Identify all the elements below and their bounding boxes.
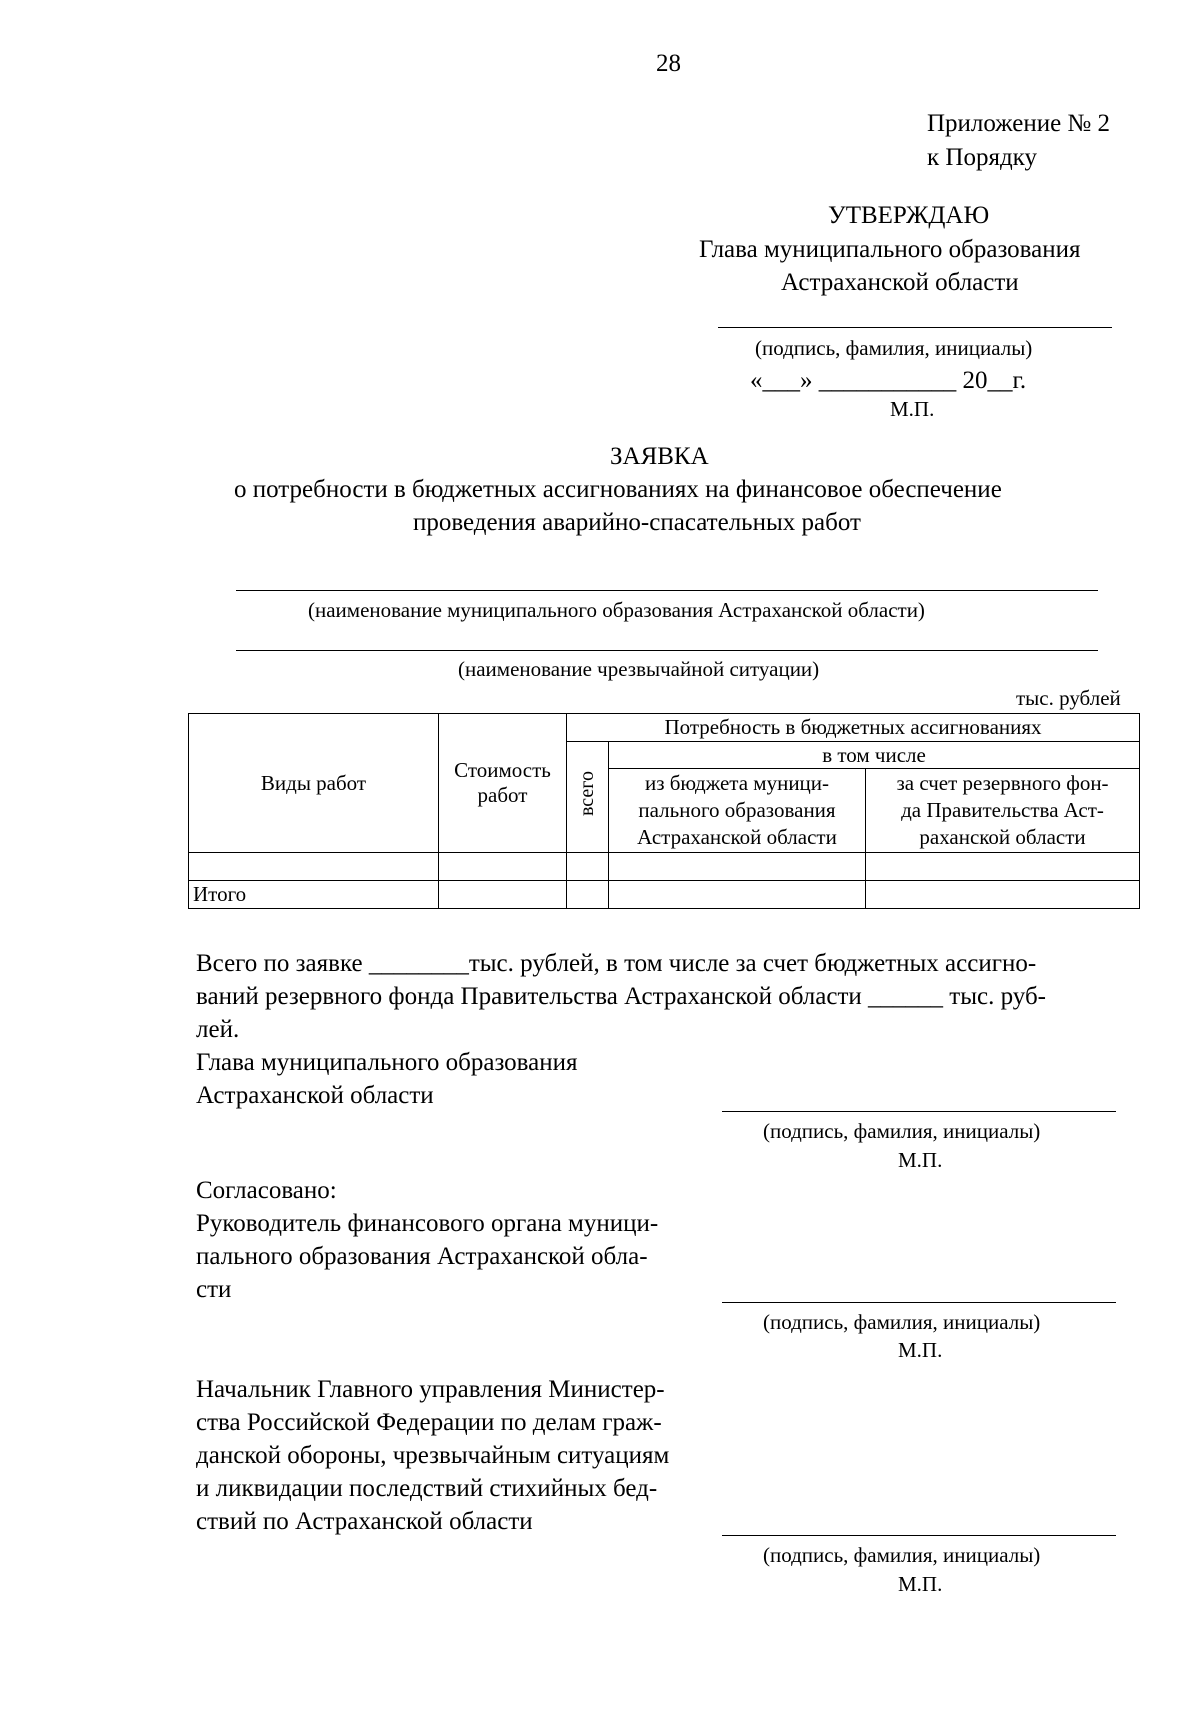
mchs-signature-line[interactable] [722,1535,1116,1536]
finance-stamp: М.П. [898,1338,943,1362]
table-row [189,853,1140,881]
header-local-budget: из бюджета муници- пального образования Астраханской области [609,769,866,853]
approval-signature-caption: (подпись, фамилия, инициалы) [755,336,1033,360]
mchs-position-line3: данской обороны, чрезвычайным ситуациям [196,1442,670,1469]
approval-date-line: «___» ___________ 20__г. [750,367,1027,394]
finance-position-line1: Руководитель финансового органа муници- [196,1210,659,1237]
table-total-row [189,881,1140,909]
approval-stamp: М.П. [890,397,935,421]
mchs-stamp: М.П. [898,1572,943,1596]
page-number: 28 [656,50,681,77]
municipality-field-caption: (наименование муниципального образования Астраханской области) [308,598,925,622]
mchs-position-line4: и ликвидации последствий стихийных бед- [196,1475,658,1502]
header-work-types: Виды работ [189,714,439,853]
summary-line3: лей. [196,1016,240,1043]
head-signature-line[interactable] [722,1111,1116,1112]
approval-position-line2: Астраханской области [781,269,1019,296]
head-stamp: М.П. [898,1148,943,1172]
head-position-line1: Глава муниципального образования [196,1049,578,1076]
header-budget-need: Потребность в бюджетных ассигнованиях [567,714,1140,742]
municipality-field-line[interactable] [236,590,1098,591]
total-cost[interactable] [439,881,567,909]
approval-title: УТВЕРЖДАЮ [828,202,990,229]
mchs-position-line2: ства Российской Федерации по делам граж- [196,1409,662,1436]
total-local-budget[interactable] [609,881,866,909]
document-title: ЗАЯВКА [610,443,709,470]
emergency-field-caption: (наименование чрезвычайной ситуации) [458,657,820,681]
head-position-line2: Астраханской области [196,1082,434,1109]
finance-signature-line[interactable] [722,1302,1116,1303]
total-row-label: Итого [189,881,439,909]
head-signature-caption: (подпись, фамилия, инициалы) [763,1119,1041,1143]
cell-reserve-fund[interactable] [866,853,1140,881]
units-label: тыс. рублей [1016,686,1121,710]
cell-cost[interactable] [439,853,567,881]
cell-total[interactable] [567,853,609,881]
total-total[interactable] [567,881,609,909]
total-reserve-fund[interactable] [866,881,1140,909]
header-total: всего [567,742,609,853]
cell-local-budget[interactable] [609,853,866,881]
summary-line1: Всего по заявке ________тыс. рублей, в том числе за счет бюджетных ассигно- [196,950,1037,977]
document-subtitle-line2: проведения аварийно-спасательных работ [413,509,861,536]
approval-signature-line [718,327,1112,328]
summary-line2: ваний резервного фонда Правительства Астраханской области ______ тыс. руб- [196,983,1046,1010]
mchs-position-line1: Начальник Главного управления Министер- [196,1376,665,1403]
finance-position-line2: пального образования Астраханской обла- [196,1243,648,1270]
appendix-number: Приложение № 2 [927,110,1111,137]
emergency-field-line[interactable] [236,650,1098,651]
header-cost: Стоимость работ [439,714,567,853]
approval-position-line1: Глава муниципального образования [699,236,1081,263]
mchs-position-line5: ствий по Астраханской области [196,1508,533,1535]
header-including: в том числе [609,742,1140,769]
agreed-label: Согласовано: [196,1177,337,1204]
appendix-order: к Порядку [927,144,1037,171]
mchs-signature-caption: (подпись, фамилия, инициалы) [763,1543,1041,1567]
header-reserve-fund: за счет резервного фон- да Правительства Аст- раханской области [866,769,1140,853]
document-subtitle-line1: о потребности в бюджетных ассигнованиях на финансовое обеспечение [234,476,1002,503]
budget-needs-table [188,713,1140,909]
finance-signature-caption: (подпись, фамилия, инициалы) [763,1310,1041,1334]
finance-position-line3: сти [196,1276,232,1303]
cell-work-type[interactable] [189,853,439,881]
